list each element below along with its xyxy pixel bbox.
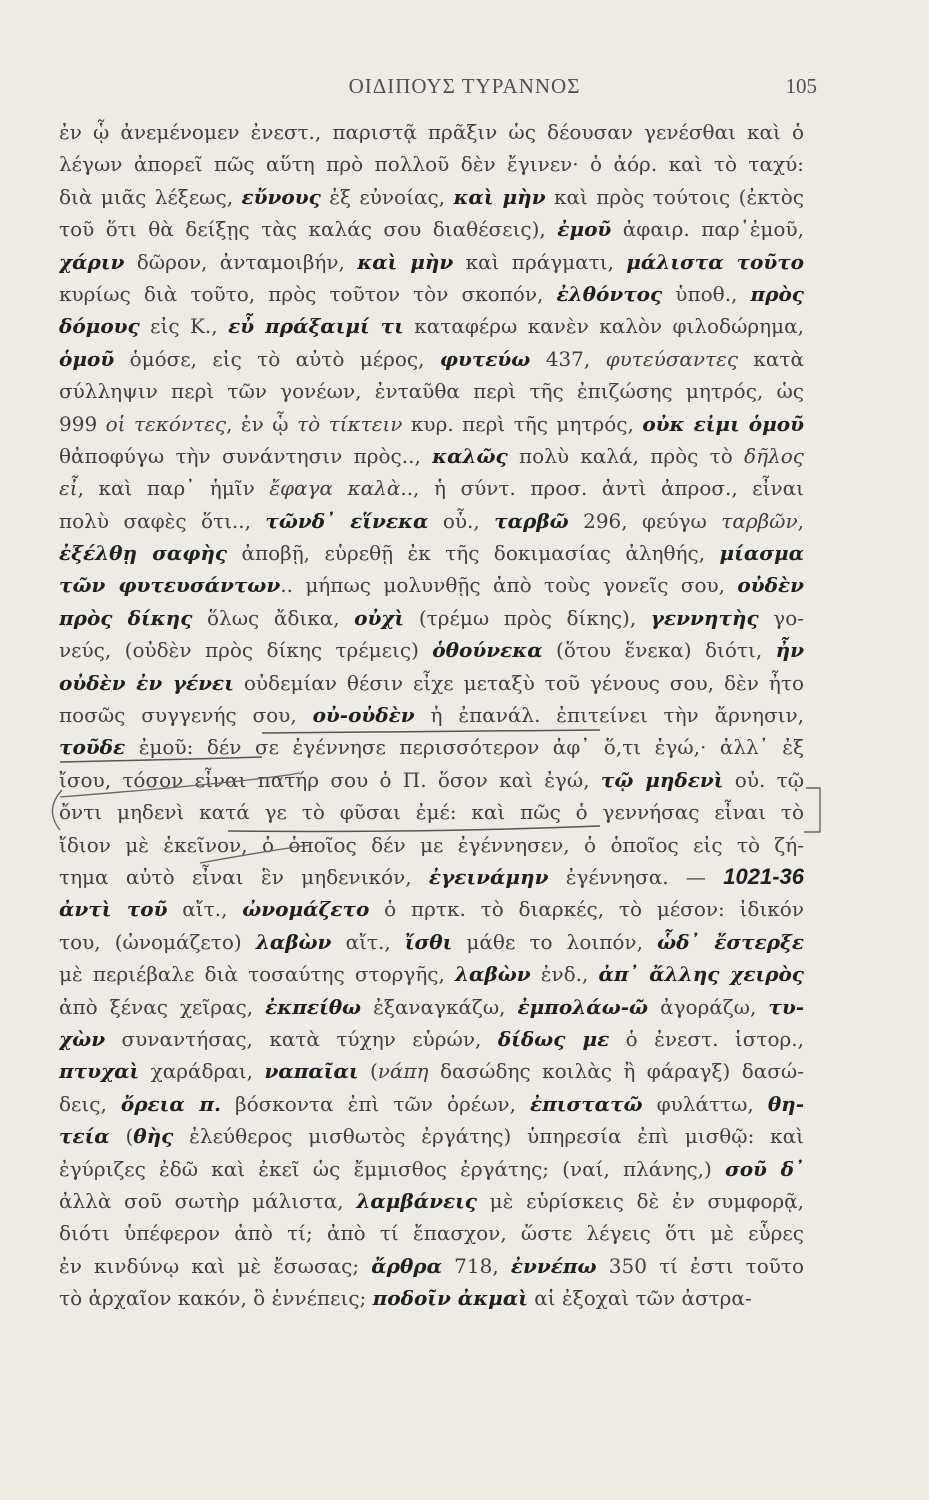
text-line: ἀντὶ τοῦ αἴτ., ὠνομάζετο ὁ πρτκ. τὸ διαρκές, τὸ μέσον: ἰδικόν <box>59 897 804 922</box>
text-line: τημα αὐτὸ εἶναι ἓν μηδενικόν, ἐγεινάμην ἐγέννησα. — 1021-36 <box>59 863 804 889</box>
text-line: πρὸς δίκης ὅλως ἄδικα, οὐχὶ (τρέμω πρὸς δίκης), γεννητὴς γο- <box>59 605 804 630</box>
text-line: τῶν φυτευσάντων.. μήπως μολυνθῇς ἀπὸ τοὺς γονεῖς σου, οὐδὲν <box>59 573 804 598</box>
text-line: ἐν ᾧ ἀνεμένομεν ἐνεστ., παριστᾷ πρᾶξιν ὡς δέουσαν γενέσθαι καὶ ὁ <box>59 120 804 144</box>
text-line: κυρίως διὰ τοῦτο, πρὸς τοῦτον τὸν σκοπόν, ἐλθόντος ὑποθ., πρὸς <box>59 281 804 306</box>
text-line: δόμους εἰς Κ., εὖ πράξαιμί τι καταφέρω κανὲν καλὸν φιλοδώρημα, <box>59 314 804 339</box>
text-line: διότι ὑπέφερον ἀπὸ τί; ἀπὸ τί ἔπασχον, ὥστε λέγεις ὅτι μὲ εὗρες <box>59 1221 804 1246</box>
bracket-mark <box>804 788 820 832</box>
text-line: σύλληψιν περὶ τῶν γονέων, ἐνταῦθα περὶ τῆς ἐπιζώσης μητρός, ὡς <box>59 379 804 404</box>
text-line: ἀπὸ ξένας χεῖρας, ἐκπείθω ἐξαναγκάζω, ἐμπολάω-ῶ ἀγοράζω, τυ- <box>59 994 804 1019</box>
text-line: ἐν κινδύνῳ καὶ μὲ ἔσωσας; ἄρθρα 718, ἐννέπω 350 τί ἐστι τοῦτο <box>59 1253 804 1278</box>
text-line: ἐξέλθῃ σαφὴς ἀποβῇ, εὑρεθῇ ἐκ τῆς δοκιμασίας ἀληθής, μίασμα <box>59 541 804 566</box>
text-line: ποσῶς συγγενής σου, οὐ-οὐδὲν ἡ ἐπανάλ. ἐπιτείνει τὴν ἄρνησιν, <box>59 703 804 728</box>
text-line: μὲ περιέβαλε διὰ τοσαύτης στοργῆς, λαβὼν ἐνδ., ἀπ᾽ ἄλλης χειρὸς <box>59 962 804 987</box>
text-line: τοῦδε ἐμοῦ: δέν σε ἐγέννησε περισσότερον ἀφ᾽ ὅ,τι ἐγώ,· ἀλλ᾽ ἐξ <box>59 735 804 760</box>
text-line: ὁμοῦ ὁμόσε, εἰς τὸ αὐτὸ μέρος, φυτεύω 437, φυτεύσαντες κατὰ <box>59 346 804 371</box>
text-line: εἶ, καὶ παρ᾽ ἡμῖν ἔφαγα καλὰ.., ἡ σύντ. προσ. ἀντὶ ἀπροσ., εἶναι <box>59 476 804 501</box>
page-number: 105 <box>785 74 817 98</box>
text-line: ἀλλὰ σοῦ σωτὴρ μάλιστα, λαμβάνεις μὲ εὑρίσκεις δὲ ἐν συμφορᾷ, <box>59 1188 804 1213</box>
text-line: ἴδιον μὲ ἐκεῖνον, ὁ ὁποῖος δέν με ἐγέννησεν, ὁ ὁποῖος εἰς τὸ ζή- <box>59 832 804 857</box>
text-line: ἐγύριζες ἐδῶ καὶ ἐκεῖ ὡς ἔμμισθος ἐργάτης; (ναί, πλάνης,) σοῦ δ᾽ <box>59 1156 804 1181</box>
text-line: πολὺ σαφὲς ὅτι.., τῶνδ᾽ εἵνεκα οὗ., ταρβῶ 296, φεύγω ταρβῶν, <box>59 508 804 533</box>
text-line: ὄντι μηδενὶ κατά γε τὸ φῦσαι ἐμέ: καὶ πῶς ὁ γεννήσας εἶναι τὸ <box>59 800 804 825</box>
text-line: χὼν συναντήσας, κατὰ τύχην εὑρών, δίδως με ὁ ἐνεστ. ἱστορ., <box>59 1026 804 1051</box>
text-line: θἀποφύγω τὴν συνάντησιν πρὸς.., καλῶς πολὺ καλά, πρὸς τὸ δῆλος <box>59 443 804 468</box>
text-line: 999 οἱ τεκόντες, ἐν ᾧ τὸ τίκτειν κυρ. περὶ τῆς μητρός, οὐκ εἰμι ὁμοῦ <box>59 411 804 436</box>
text-line: νεύς, (οὐδὲν πρὸς δίκης τρέμεις) ὁθούνεκα (ὅτου ἕνεκα) διότι, ἦν <box>59 638 804 663</box>
text-line: ἴσου, τόσον εἶναι πατήρ σου ὁ Π. ὅσον καὶ ἐγώ, τῷ μηδενὶ οὐ. τῷ <box>59 767 804 792</box>
commentary-text <box>59 116 804 1314</box>
text-line: τεία (θὴς ἐλεύθερος μισθωτὸς ἐργάτης) ὑπηρεσία ἐπὶ μισθῷ: καὶ <box>59 1124 804 1149</box>
text-line: διὰ μιᾶς λέξεως, εὔνους ἐξ εὐνοίας, καὶ μὴν καὶ πρὸς τούτοις (ἐκτὸς <box>59 184 804 209</box>
text-line: οὐδὲν ἐν γένει οὐδεμίαν θέσιν εἶχε μεταξὺ τοῦ γένους σου, δὲν ἦτο <box>59 670 804 695</box>
running-title: ΟΙΔΙΠΟΥΣ ΤΥΡΑΝΝΟΣ <box>348 74 581 98</box>
text-line: του, (ὠνομάζετο) λαβὼν αἴτ., ἴσθι μάθε το λοιπόν, ὧδ᾽ ἔστερξε <box>59 929 804 954</box>
text-line: τοῦ ὅτι θὰ δείξῃς τὰς καλάς σου διαθέσεις), ἐμοῦ ἀφαιρ. παρ᾽ἐμοῦ, <box>59 217 804 242</box>
text-line: τὸ ἀρχαῖον κακόν, ὃ ἐννέπεις; ποδοῖν ἀκμαὶ αἱ ἐξοχαὶ τῶν ἀστρα- <box>59 1286 752 1311</box>
text-line: δεις, ὄρεια π. βόσκοντα ἐπὶ τῶν ὀρέων, ἐπιστατῶ φυλάττω, θη- <box>59 1091 804 1116</box>
text-line: χάριν δῶρον, ἀνταμοιβήν, καὶ μὴν καὶ πράγματι, μάλιστα τοῦτο <box>59 249 804 274</box>
running-head <box>0 74 929 104</box>
text-line: λέγων ἀπορεῖ πῶς αὕτη πρὸ πολλοῦ δὲν ἔγινεν· ὁ ἀόρ. καὶ τὸ ταχύ: <box>59 152 804 177</box>
text-line: πτυχαὶ χαράδραι, ναπαῖαι (νάπη δασώδης κοιλὰς ἢ φάραγξ) δασώ- <box>59 1059 804 1084</box>
